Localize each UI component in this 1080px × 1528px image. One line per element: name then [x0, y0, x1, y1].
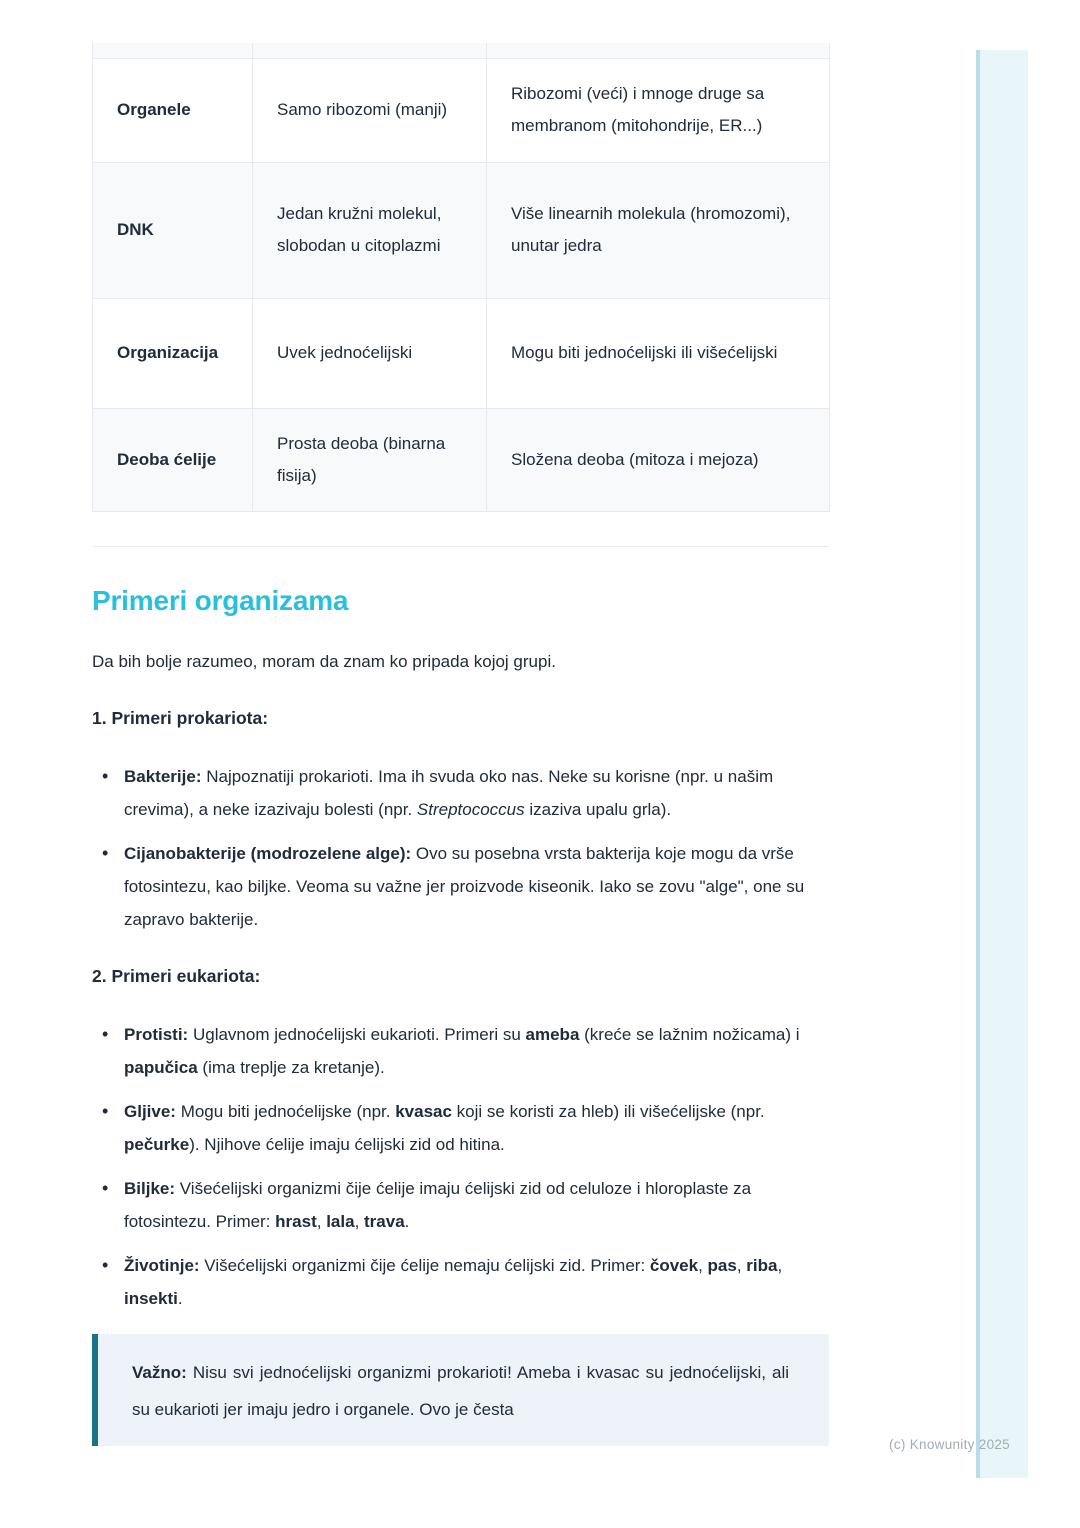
callout-lead: Važno:: [132, 1362, 187, 1382]
item-lead: Bakterije:: [124, 766, 202, 786]
list-item-zivotinje: • Životinje: Višećelijski organizmi čije ćelije nemaju ćelijski zid. Primer: čovek, pas, riba, insekti.: [92, 1249, 829, 1315]
row-label-cell: DNK: [93, 162, 253, 298]
list-item-cijanobakterije: • Cijanobakterije (modrozelene alge): Ovo su posebna vrsta bakterija koje mogu da vrše fotosintezu, kao biljke. Veoma su važne jer proizvode kiseonik. Iako se zovu "alge", one su zapravo bakterije.: [92, 837, 829, 936]
clipped-cell: [93, 43, 253, 58]
prokaryote-cell: Uvek jednoćelijski: [253, 298, 487, 408]
eukaryote-cell: Složena deoba (mitoza i mejoza): [487, 408, 830, 511]
table-row-organele: [93, 58, 830, 162]
item-lead: Cijanobakterije (modrozelene alge):: [124, 843, 412, 863]
table-row-deoba-celije: [93, 408, 830, 511]
prokaryote-eukaryote-comparison-table: [92, 43, 830, 512]
table-row-clipped: [93, 43, 830, 58]
list-item-bakterije: • Bakterije: Najpoznatiji prokarioti. Ima ih svuda oko nas. Neke su korisne (npr. u našim crevima), a neke izazivaju bolesti (npr. Streptococcus izaziva upalu grla).: [92, 760, 829, 826]
clipped-cell: [253, 43, 487, 58]
list-item-protisti: • Protisti: Uglavnom jednoćelijski eukarioti. Primeri su ameba (kreće se lažnim nožicama) i papučica (ima treplje za kretanje).: [92, 1018, 829, 1084]
row-label-cell: Deoba ćelije: [93, 408, 253, 511]
list-item-gljive: • Gljive: Mogu biti jednoćelijske (npr. kvasac koji se koristi za hleb) ili višećelijske (npr. pečurke). Njihove ćelije imaju ćelijski zid od hitina.: [92, 1095, 829, 1161]
prokaryote-examples-list: [92, 760, 829, 936]
section-divider: [92, 546, 829, 547]
important-note-callout: [92, 1334, 829, 1446]
eukaryote-cell: Mogu biti jednoćelijski ili višećelijski: [487, 298, 830, 408]
comparison-table-wrapper: [92, 43, 829, 512]
prokaryote-cell: Samo ribozomi (manji): [253, 58, 487, 162]
intro-paragraph: Da bih bolje razumeo, moram da znam ko pripada kojoj grupi.: [92, 651, 556, 671]
item-lead: Biljke:: [124, 1178, 176, 1198]
page-edge-decoration: [976, 50, 1028, 1478]
clipped-cell: [487, 43, 830, 58]
item-lead: Protisti:: [124, 1024, 189, 1044]
eukaryote-cell: Više linearnih molekula (hromozomi), unutar jedra: [487, 162, 830, 298]
prokaryote-cell: Jedan kružni molekul, slobodan u citoplazmi: [253, 162, 487, 298]
eukaryote-examples-list: [92, 1018, 829, 1315]
table-row-dnk: [93, 162, 830, 298]
footer-copyright: (c) Knowunity 2025: [889, 1437, 1010, 1452]
eukaryote-subheading: 2. Primeri eukariota:: [92, 965, 261, 986]
row-label-cell: Organizacija: [93, 298, 253, 408]
species-name: Streptococcus: [416, 799, 525, 819]
item-lead: Gljive:: [124, 1101, 176, 1121]
prokaryote-subheading: 1. Primeri prokariota:: [92, 707, 269, 728]
document-content: [92, 0, 829, 1446]
section-heading: Primeri organizama: [92, 584, 349, 616]
callout-text: Važno: Nisu svi jednoćelijski organizmi prokarioti! Ameba i kvasac su jednoćelijski, ali su eukarioti jer imaju jedro i organele. Ovo je česta: [132, 1362, 789, 1419]
table-row-organizacija: [93, 298, 830, 408]
prokaryote-cell: Prosta deoba (binarna fisija): [253, 408, 487, 511]
row-label-cell: Organele: [93, 58, 253, 162]
eukaryote-cell: Ribozomi (veći) i mnoge druge sa membranom (mitohondrije, ER...): [487, 58, 830, 162]
list-item-biljke: • Biljke: Višećelijski organizmi čije ćelije imaju ćelijski zid od celuloze i hloroplaste za fotosintezu. Primer: hrast, lala, trava.: [92, 1172, 829, 1238]
item-lead: Životinje:: [124, 1255, 200, 1275]
